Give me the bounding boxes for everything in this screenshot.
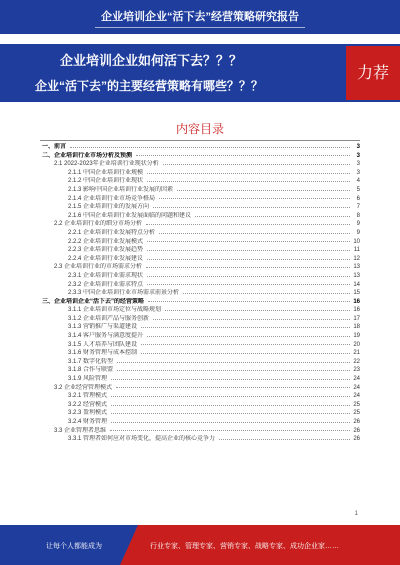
toc-entry[interactable]: [40, 358, 360, 367]
toc-entry[interactable]: [40, 203, 360, 212]
toc-leader-dots: [147, 276, 350, 277]
toc-leader-dots: [111, 396, 350, 397]
toc-entry-label: 2.3.1 企业培训行业需求现状: [68, 272, 144, 279]
toc-entry-label: 2.3.2 企业培训行业需求特点: [68, 281, 144, 288]
toc-entry-page: 24: [353, 393, 360, 400]
toc-entry[interactable]: [40, 255, 360, 264]
toc-entry-label: 2.3.3 中国企业培训行业市场需求前景分析: [68, 290, 180, 297]
toc-entry-label: 2.2.3 企业培训行业发展趋势: [68, 247, 144, 254]
toc-entry[interactable]: [40, 177, 360, 186]
toc-entry-page: 25: [353, 410, 360, 417]
toc-entry-page: 9: [356, 229, 360, 236]
toc-leader-dots: [153, 319, 350, 320]
toc-entry-page: 6: [356, 195, 360, 202]
toc-entry-page: 16: [353, 298, 360, 305]
toc-entry-page: 16: [353, 307, 360, 314]
toc-entry[interactable]: [40, 427, 360, 436]
toc-entry[interactable]: [40, 246, 360, 255]
toc-leader-dots: [147, 241, 350, 242]
report-title: 企业培训企业“活下去”经营策略研究报告: [101, 11, 299, 23]
toc-entry-label: 3.1.1 企业培训市场定位与战略规划: [68, 307, 162, 314]
toc-leader-dots: [141, 327, 350, 328]
toc-entry-page: 15: [353, 290, 360, 297]
toc-leader-dots: [117, 370, 350, 371]
toc-entry-label: 2.1.3 影响中国企业培训行业发展的因素: [68, 186, 174, 193]
toc-entry[interactable]: [40, 238, 360, 247]
toc-entry[interactable]: [40, 281, 360, 290]
toc-entry-page: 25: [353, 401, 360, 408]
toc-entry-page: 22: [353, 358, 360, 365]
toc-leader-dots: [136, 155, 350, 156]
footer-slogan: 让每个人都能成为: [46, 543, 102, 550]
toc-entry[interactable]: [40, 341, 360, 350]
footer-bar: [0, 525, 400, 565]
toc-entry-label: 3.2.4 财务管理: [68, 419, 108, 425]
header-underline: [95, 27, 305, 28]
toc-entry-page: 3: [356, 152, 360, 159]
toc-leader-dots: [148, 301, 350, 302]
page-number: 1: [354, 511, 358, 517]
toc-entry-page: 3: [356, 144, 360, 150]
toc-entry-label: 3.2.2 经营模式: [68, 401, 108, 408]
toc-leader-dots: [163, 164, 350, 165]
toc-entry[interactable]: [40, 169, 360, 178]
toc-entry[interactable]: [40, 384, 360, 393]
toc-entry-page: 20: [353, 341, 360, 348]
toc-entry[interactable]: [40, 349, 360, 358]
toc-entry-page: 8: [356, 212, 360, 219]
toc-entry-page: 26: [353, 436, 360, 443]
toc-leader-dots: [147, 259, 350, 260]
toc-leader-dots: [141, 344, 350, 345]
toc-entry-page: 7: [356, 204, 360, 211]
toc-entry-label: 3.1.7 数字化转型: [68, 358, 114, 365]
toc-leader-dots: [159, 198, 350, 199]
toc-entry-page: 18: [353, 324, 360, 331]
banner-subtitle: 企业“活下去”的主要经营策略有哪些？？？: [35, 79, 264, 93]
toc-entry[interactable]: [40, 332, 360, 341]
toc-entry[interactable]: [40, 263, 360, 272]
toc-entry[interactable]: [40, 435, 360, 444]
toc-entry-page: 12: [353, 255, 360, 262]
toc-entry-page: 26: [353, 427, 360, 434]
toc-leader-dots: [153, 207, 350, 208]
toc-entry-page: 3: [356, 169, 360, 176]
toc-leader-dots: [111, 422, 350, 423]
toc-entry[interactable]: [40, 323, 360, 332]
toc-top-rule: [40, 140, 360, 141]
toc-leader-dots: [195, 216, 350, 217]
toc-entry-label: 2.1.5 企业培训行业的发展方向: [68, 204, 150, 211]
toc-entry-label: 2.1.4 企业培训行业市场竞争格局: [68, 195, 156, 202]
toc-leader-dots: [177, 190, 350, 191]
toc-leader-dots: [183, 293, 350, 294]
toc-entry-label: 2.1.6 中国企业培训行业发展面临的问题和建议: [68, 212, 192, 219]
toc-entry[interactable]: [40, 195, 360, 204]
toc-entry-label: 3.1.8 合作与联盟: [68, 367, 114, 374]
toc-leader-dots: [146, 267, 350, 268]
toc-leader-dots: [147, 250, 350, 251]
toc-entry-page: 14: [353, 281, 360, 288]
toc-entry-page: 26: [353, 419, 360, 425]
table-of-contents: [40, 143, 360, 444]
toc-entry-label: 2.1 2022-2023年企业培训行业现状分析: [54, 161, 159, 168]
toc-entry-label: 3.1.9 风险管理: [68, 376, 108, 383]
toc-entry-page: 24: [353, 384, 360, 391]
toc-entry[interactable]: [40, 306, 360, 315]
toc-leader-dots: [141, 353, 350, 354]
toc-entry[interactable]: [40, 160, 360, 169]
toc-leader-dots: [111, 379, 350, 380]
toc-entry-page: 11: [353, 247, 360, 254]
toc-leader-dots: [159, 233, 350, 234]
toc-entry-page: 9: [356, 221, 360, 228]
toc-entry-label: 2.2.2 企业培训行业发展模式: [68, 238, 144, 245]
toc-entry-label: 2.3 企业培训行业的市场需求分析: [54, 264, 143, 271]
toc-entry-label: 2.1.1 中国企业培训行业规模: [68, 169, 144, 176]
toc-entry-label: 3.2.3 盈利模式: [68, 410, 108, 417]
toc-entry-page: 21: [353, 350, 360, 357]
toc-entry-label: 3.1.4 客户服务与满意度提升: [68, 333, 144, 340]
toc-entry-page: 17: [353, 315, 360, 322]
toc-entry-page: 4: [356, 178, 360, 185]
toc-leader-dots: [147, 173, 350, 174]
recommend-badge: 力荐: [346, 46, 400, 100]
toc-leader-dots: [116, 387, 350, 388]
toc-entry[interactable]: [40, 401, 360, 410]
toc-entry-label: 2.1.2 中国企业培训行业现状: [68, 178, 144, 185]
toc-entry[interactable]: [40, 186, 360, 195]
toc-entry-label: 3.1.5 人才培养与团队建设: [68, 341, 138, 348]
toc-entry-label: 3.3 企业管理者思维: [54, 427, 107, 434]
toc-leader-dots: [110, 430, 350, 431]
toc-leader-dots: [117, 362, 350, 363]
toc-entry-label: 二、企业培训行业市场分析及预测: [42, 152, 133, 159]
toc-leader-dots: [70, 147, 350, 148]
toc-leader-dots: [219, 439, 350, 440]
toc-entry-label: 2.2 企业培训行业的细分市场分析: [54, 221, 143, 228]
banner-title: 企业培训企业如何活下去？？？: [60, 53, 243, 68]
toc-entry[interactable]: [40, 392, 360, 401]
toc-entry[interactable]: [40, 229, 360, 238]
toc-entry[interactable]: [40, 220, 360, 229]
toc-entry-page: 10: [353, 238, 360, 245]
toc-entry-page: 23: [353, 367, 360, 374]
footer-roles: 行业专家、管理专家、营销专家、战略专家、成功企业家……: [150, 543, 339, 550]
toc-entry-page: 5: [356, 186, 360, 193]
toc-entry-page: 13: [353, 272, 360, 279]
toc-entry[interactable]: [40, 418, 360, 427]
toc-entry-label: 3.1.3 营销推广与渠道建设: [68, 324, 138, 331]
toc-entry-label: 三、企业培训企业“活下去”的经营策略: [42, 298, 145, 305]
toc-entry[interactable]: [40, 366, 360, 375]
toc-leader-dots: [147, 181, 350, 182]
toc-leader-dots: [111, 413, 350, 414]
toc-entry[interactable]: [40, 152, 360, 161]
toc-entry[interactable]: [40, 315, 360, 324]
toc-leader-dots: [146, 224, 350, 225]
toc-entry-label: 2.2.4 企业培训行业发展建议: [68, 255, 144, 262]
toc-entry-page: 13: [353, 264, 360, 271]
toc-entry[interactable]: [40, 143, 360, 152]
toc-entry-page: 24: [353, 376, 360, 383]
toc-leader-dots: [147, 284, 350, 285]
toc-entry[interactable]: [40, 272, 360, 281]
toc-entry-label: 2.2.1 企业培训行业发展特点分析: [68, 229, 156, 236]
toc-entry-label: 3.1.2 企业培训产品与服务创新: [68, 315, 150, 322]
report-header: [0, 0, 400, 34]
title-banner: [0, 44, 400, 102]
toc-leader-dots: [147, 336, 350, 337]
toc-entry[interactable]: [40, 298, 360, 307]
toc-entry-label: 3.2.1 管理模式: [68, 393, 108, 400]
toc-entry[interactable]: [40, 375, 360, 384]
toc-entry-label: 一、前言: [42, 144, 67, 150]
toc-entry[interactable]: [40, 212, 360, 221]
toc-entry-label: 3.2 企业经营管理模式: [54, 384, 113, 391]
toc-entry-label: 3.1.6 财务管理与成本控制: [68, 350, 138, 357]
toc-entry-label: 3.3.1 管理者如何应对市场变化，提高企业的核心竞争力: [68, 436, 216, 443]
toc-leader-dots: [165, 310, 350, 311]
toc-entry[interactable]: [40, 289, 360, 298]
toc-leader-dots: [111, 405, 350, 406]
toc-heading: 内容目录: [175, 122, 224, 136]
toc-entry-page: 3: [356, 161, 360, 168]
toc-entry-page: 19: [353, 333, 360, 340]
toc-entry[interactable]: [40, 409, 360, 418]
